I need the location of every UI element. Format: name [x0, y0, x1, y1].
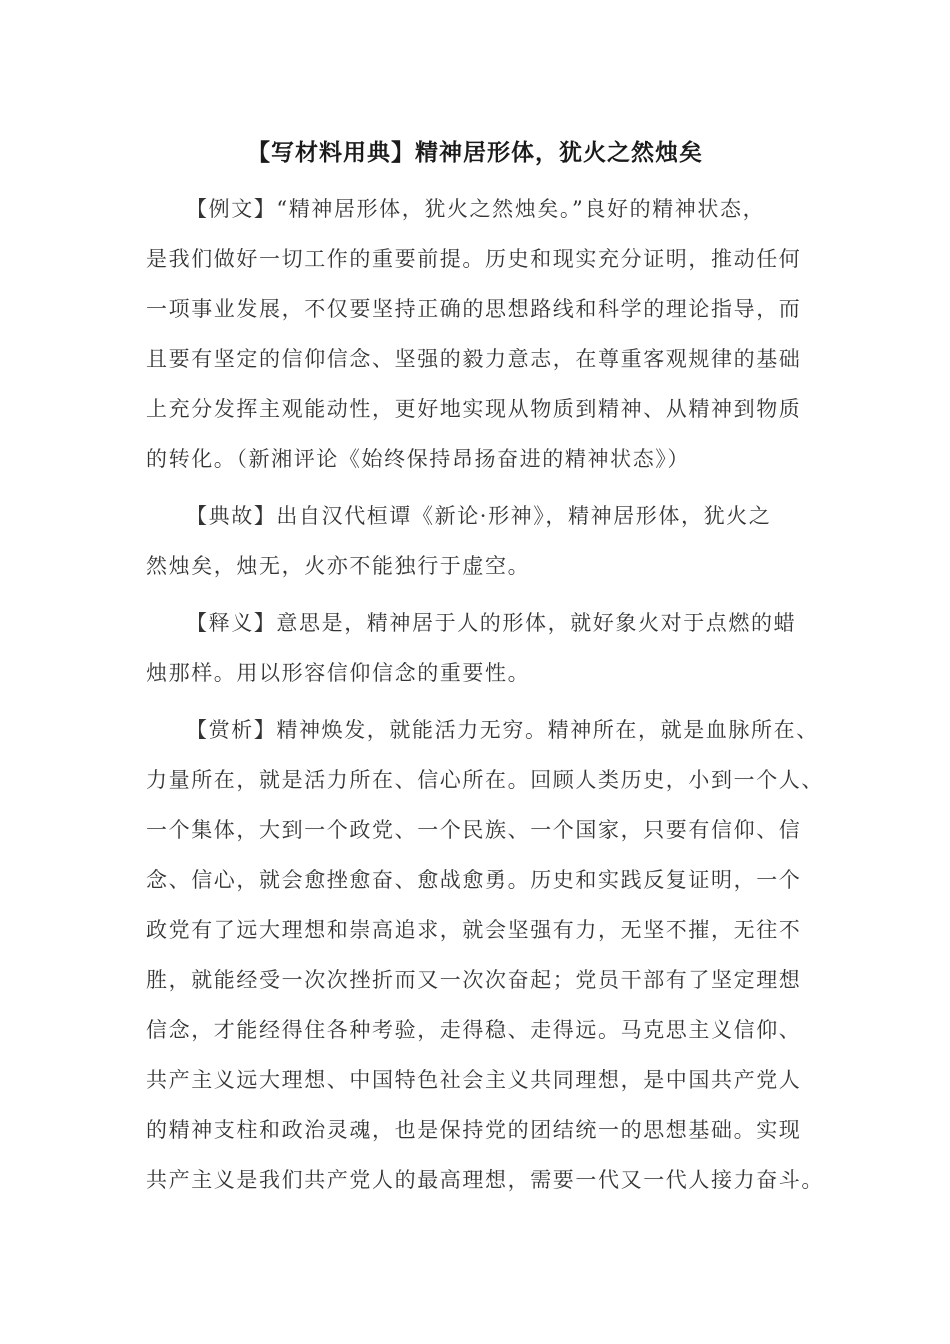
paragraph-line: 共产主义是我们共产党人的最高理想，需要一代又一代人接力奋斗。 [146, 1168, 824, 1192]
paragraph-line: 胜，就能经受一次次挫折而又一次次奋起；党员干部有了坚定理想 [146, 968, 802, 992]
paragraph-line: 一个集体，大到一个政党、一个民族、一个国家，只要有信仰、信 [146, 818, 802, 842]
paragraph-line: 是我们做好一切工作的重要前提。历史和现实充分证明，推动任何 [146, 247, 802, 271]
paragraph-line: 【释义】意思是，精神居于人的形体，就好象火对于点燃的蜡 [186, 611, 797, 635]
paragraph-line: 【例文】“精神居形体，犹火之然烛矣。”良好的精神状态， [186, 197, 766, 221]
paragraph-appreciation [146, 705, 822, 1205]
paragraph-allusion [146, 491, 822, 591]
paragraph-line: 且要有坚定的信仰信念、坚强的毅力意志，在尊重客观规律的基础 [146, 347, 802, 371]
paragraph-line: 上充分发挥主观能动性，更好地实现从物质到精神、从精神到物质 [146, 397, 802, 421]
document-title: 【写材料用典】精神居形体，犹火之然烛矣 [247, 140, 703, 166]
paragraph-line: 的精神支柱和政治灵魂，也是保持党的团结统一的思想基础。实现 [146, 1118, 802, 1142]
paragraph-line: 烛那样。用以形容信仰信念的重要性。 [146, 661, 531, 685]
paragraph-line: 信念，才能经得住各种考验，走得稳、走得远。马克思主义信仰、 [146, 1018, 802, 1042]
paragraph-example [146, 184, 822, 484]
paragraph-line: 念、信心，就会愈挫愈奋、愈战愈勇。历史和实践反复证明，一个 [146, 868, 802, 892]
paragraph-line: 政党有了远大理想和崇高追求，就会坚强有力，无坚不摧，无往不 [146, 918, 802, 942]
paragraph-line: 【典故】出自汉代桓谭《新论·形神》，精神居形体，犹火之 [186, 504, 772, 528]
paragraph-line: 然烛矣，烛无，火亦不能独行于虚空。 [146, 554, 531, 578]
paragraph-line: 共产主义远大理想、中国特色社会主义共同理想，是中国共产党人 [146, 1068, 802, 1092]
paragraph-line: 【赏析】精神焕发，就能活力无穷。精神所在，就是血脉所在、 [186, 718, 819, 742]
paragraph-line: 一项事业发展，不仅要坚持正确的思想路线和科学的理论指导，而 [146, 297, 802, 321]
paragraph-line: 力量所在，就是活力所在、信心所在。回顾人类历史，小到一个人、 [146, 768, 824, 792]
paragraph-line: 的转化。（新湘评论《始终保持昂扬奋进的精神状态》） [146, 447, 690, 471]
paragraph-meaning [146, 598, 822, 698]
